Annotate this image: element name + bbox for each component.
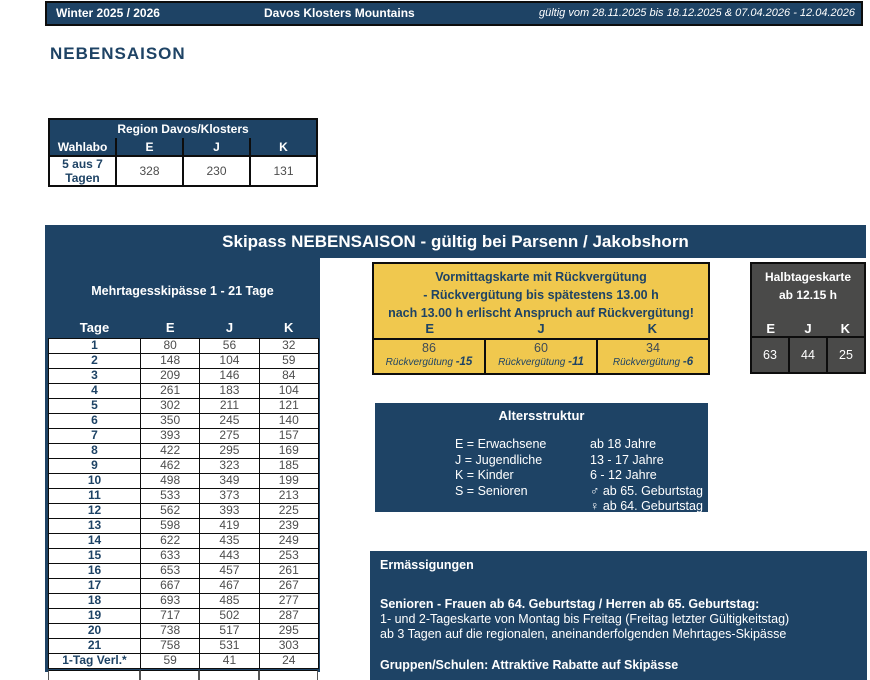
- column-header-e: E: [425, 321, 434, 336]
- table-row: [49, 398, 319, 413]
- price-cell: 157: [259, 428, 318, 443]
- price-cell: 419: [200, 518, 259, 533]
- price-cell: 467: [200, 578, 259, 593]
- price-cell: 80: [141, 338, 200, 353]
- top-header-bar: [45, 1, 863, 26]
- price-cell: 146: [200, 368, 259, 383]
- day-label: 1: [49, 338, 141, 353]
- refund-note: [598, 356, 708, 368]
- refund-label: Rückvergütung: [498, 357, 566, 368]
- price-cell: 104: [259, 383, 318, 398]
- column-header-e: E: [116, 138, 183, 156]
- price-cell: 435: [200, 533, 259, 548]
- clipped-cell: [48, 670, 140, 680]
- age-row: [375, 468, 708, 484]
- column-header-j: J: [804, 321, 812, 336]
- price-cell: 25: [826, 338, 864, 372]
- price-value: 86: [422, 341, 436, 355]
- column-header-wahlabo: Wahlabo: [49, 138, 116, 156]
- age-description: ♂ ab 65. Geburtstag: [590, 483, 703, 498]
- price-cell: 531: [200, 638, 259, 653]
- half-day-box: [750, 262, 866, 374]
- day-label: 20: [49, 623, 141, 638]
- price-cell: 56: [200, 338, 259, 353]
- refund-note: [486, 356, 596, 368]
- clipped-cell: [259, 670, 318, 680]
- table-row: [49, 503, 319, 518]
- morning-card-line1: Vormittagskarte mit Rückvergütung: [435, 270, 647, 284]
- day-label: 9: [49, 458, 141, 473]
- table-row: [49, 533, 319, 548]
- validity-dates: gültig vom 28.11.2025 bis 18.12.2025 & 07.04.2026 - 12.04.2026: [539, 7, 855, 19]
- price-cell: 185: [259, 458, 318, 473]
- day-label: 3: [49, 368, 141, 383]
- discounts-box: [370, 551, 867, 680]
- table-row: [49, 473, 319, 488]
- clipped-cell: [199, 670, 258, 680]
- price-cell: 393: [141, 428, 200, 443]
- region-table-title: Region Davos/Klosters: [49, 119, 317, 138]
- day-label: 14: [49, 533, 141, 548]
- day-label: 13: [49, 518, 141, 533]
- day-label: 4: [49, 383, 141, 398]
- column-header: K: [284, 320, 294, 336]
- price-cell: 63: [763, 348, 777, 362]
- price-cell: 562: [141, 503, 200, 518]
- price-cell: 230: [183, 156, 250, 186]
- day-label: 6: [49, 413, 141, 428]
- table-row: [49, 593, 319, 608]
- column-header-k: K: [840, 321, 851, 336]
- age-row: [375, 437, 708, 453]
- table-row: [49, 548, 319, 563]
- price-cell: 275: [200, 428, 259, 443]
- price-cell: 302: [141, 398, 200, 413]
- morning-card-box: [372, 262, 710, 375]
- day-label: 15: [49, 548, 141, 563]
- table-row: [49, 563, 319, 578]
- price-cell: 199: [259, 473, 318, 488]
- age-code: K = Kinder: [455, 468, 514, 482]
- table-row: [49, 608, 319, 623]
- age-code: [455, 499, 590, 515]
- day-label: 1-Tag Verl.*: [49, 653, 141, 668]
- age-description: 6 - 12 Jahre: [590, 468, 657, 482]
- table-row: [49, 458, 319, 473]
- region-table-title-row: [49, 119, 317, 138]
- region-table: [48, 118, 318, 187]
- refund-note: [374, 356, 484, 368]
- row-label: 5 aus 7 Tagen: [49, 156, 116, 186]
- day-label: 2: [49, 353, 141, 368]
- price-cell: 717: [141, 608, 200, 623]
- age-structure-rows: [375, 437, 708, 515]
- table-row: [49, 638, 319, 653]
- refund-label: Rückvergütung: [612, 357, 681, 368]
- price-value: 34: [646, 341, 660, 355]
- price-cell: 633: [141, 548, 200, 563]
- day-label: 8: [49, 443, 141, 458]
- price-cell: 32: [259, 338, 318, 353]
- price-cell: 653: [141, 563, 200, 578]
- table-row: [49, 653, 319, 668]
- table-row: [49, 518, 319, 533]
- age-code: E = Erwachsene: [455, 437, 547, 451]
- price-cell: 169: [259, 443, 318, 458]
- price-cell: 287: [259, 608, 318, 623]
- table-row: [49, 428, 319, 443]
- day-label: 16: [49, 563, 141, 578]
- price-cell: 328: [116, 156, 183, 186]
- resort-name: Davos Klosters Mountains: [264, 6, 415, 20]
- price-cell: 44: [788, 338, 826, 372]
- day-label: 12: [49, 503, 141, 518]
- price-cell: 517: [200, 623, 259, 638]
- price-cell: 667: [141, 578, 200, 593]
- age-description: ab 18 Jahre: [590, 437, 657, 451]
- column-header-j: J: [537, 321, 545, 336]
- price-cell: 148: [141, 353, 200, 368]
- price-cell: 485: [200, 593, 259, 608]
- age-row: [375, 484, 708, 500]
- price-cell: 245: [200, 413, 259, 428]
- age-row: [375, 453, 708, 469]
- clipped-next-row: [48, 670, 318, 680]
- price-cell: 121: [259, 398, 318, 413]
- column-header: J: [225, 320, 234, 336]
- age-row: [375, 499, 708, 515]
- price-cell: 393: [200, 503, 259, 518]
- price-cell: 24: [259, 653, 318, 668]
- column-header-j: J: [183, 138, 250, 156]
- half-day-prices: [752, 336, 864, 372]
- price-cell: 598: [141, 518, 200, 533]
- half-day-title: Halbtageskarte: [764, 270, 852, 284]
- price-cell: 183: [200, 383, 259, 398]
- price-cell: 303: [259, 638, 318, 653]
- day-label: 18: [49, 593, 141, 608]
- price-cell: 261: [141, 383, 200, 398]
- price-cell: 323: [200, 458, 259, 473]
- price-cell: 462: [141, 458, 200, 473]
- morning-card-line3: nach 13.00 h erlischt Anspruch auf Rückvergütung!: [388, 306, 694, 320]
- region-table-header-row: [49, 138, 317, 156]
- price-cell: [596, 340, 708, 373]
- day-label: 11: [49, 488, 141, 503]
- multiday-tbody: [49, 338, 319, 668]
- clipped-cell: [140, 670, 199, 680]
- page-title: NEBENSAISON: [50, 44, 186, 63]
- price-cell: 59: [259, 353, 318, 368]
- price-cell: 277: [259, 593, 318, 608]
- morning-card-line2: - Rückvergütung bis spätestens 13.00 h: [423, 288, 659, 302]
- column-header-k: K: [647, 321, 658, 336]
- table-row: [49, 488, 319, 503]
- seniors-line: ab 3 Tagen auf die regionalen, aneinanderfolgenden Mehrtages-Skipässe: [380, 627, 787, 641]
- column-header-e: E: [766, 321, 775, 336]
- refund-value: -11: [568, 356, 584, 368]
- seniors-heading: Senioren - Frauen ab 64. Geburtstag / Herren ab 65. Geburtstag:: [380, 597, 760, 611]
- discounts-title: Ermässigungen: [380, 558, 474, 572]
- table-row: [49, 338, 319, 353]
- table-row: [49, 353, 319, 368]
- age-description: 13 - 17 Jahre: [590, 452, 664, 467]
- skipass-panel-title: Skipass NEBENSAISON - gültig bei Parsenn / Jakobshorn: [45, 225, 866, 258]
- column-header: E: [165, 320, 175, 336]
- price-cell: 225: [259, 503, 318, 518]
- table-row: [49, 443, 319, 458]
- price-cell: 84: [259, 368, 318, 383]
- age-code: J = Jugendliche: [455, 452, 543, 467]
- day-label: 17: [49, 578, 141, 593]
- table-row: [49, 368, 319, 383]
- table-row: [49, 383, 319, 398]
- price-cell: 261: [259, 563, 318, 578]
- column-header: Tage: [79, 320, 110, 336]
- price-cell: 443: [200, 548, 259, 563]
- morning-card-columns: [374, 321, 708, 336]
- price-cell: 267: [259, 578, 318, 593]
- price-cell: 758: [141, 638, 200, 653]
- half-day-columns: [752, 321, 864, 336]
- price-cell: 239: [259, 518, 318, 533]
- price-cell: 104: [200, 353, 259, 368]
- half-day-subtitle: ab 12.15 h: [778, 288, 838, 302]
- price-value: 60: [534, 341, 548, 355]
- price-cell: 738: [141, 623, 200, 638]
- multiday-table-title: Mehrtagesskipässe 1 - 21 Tage: [91, 284, 274, 298]
- price-cell: 295: [200, 443, 259, 458]
- price-cell: 533: [141, 488, 200, 503]
- price-cell: 350: [141, 413, 200, 428]
- price-cell: 422: [141, 443, 200, 458]
- price-cell: 140: [259, 413, 318, 428]
- age-description: ♀ ab 64. Geburtstag: [590, 499, 703, 513]
- age-code: S = Senioren: [455, 483, 528, 498]
- refund-value: -15: [455, 356, 473, 368]
- price-cell: 249: [259, 533, 318, 548]
- price-cell: [484, 340, 596, 373]
- refund-value: -6: [682, 356, 694, 368]
- column-header-k: K: [250, 138, 317, 156]
- price-cell: 209: [141, 368, 200, 383]
- price-cell: 349: [200, 473, 259, 488]
- seniors-line: 1- und 2-Tageskarte von Montag bis Freitag (Freitag letzter Gültigkeitstag): [380, 612, 790, 626]
- day-label: 5: [49, 398, 141, 413]
- age-structure-title: Altersstruktur: [498, 408, 585, 423]
- multiday-header-row: [49, 318, 319, 338]
- price-cell: 502: [200, 608, 259, 623]
- price-cell: 211: [200, 398, 259, 413]
- price-cell: 41: [200, 653, 259, 668]
- day-label: 7: [49, 428, 141, 443]
- price-cell: 498: [141, 473, 200, 488]
- price-cell: 693: [141, 593, 200, 608]
- price-cell: 131: [250, 156, 317, 186]
- day-label: 10: [49, 473, 141, 488]
- price-cell: 457: [200, 563, 259, 578]
- multiday-table: [48, 318, 319, 669]
- price-cell: 253: [259, 548, 318, 563]
- table-row: [49, 156, 317, 186]
- price-cell: 213: [259, 488, 318, 503]
- table-row: [49, 413, 319, 428]
- age-structure-box: [375, 403, 708, 512]
- price-cell: 59: [141, 653, 200, 668]
- table-row: [49, 578, 319, 593]
- day-label: 19: [49, 608, 141, 623]
- day-label: 21: [49, 638, 141, 653]
- table-row: [49, 623, 319, 638]
- price-cell: 295: [259, 623, 318, 638]
- morning-card-prices: [374, 338, 708, 373]
- price-cell: [374, 340, 484, 373]
- refund-label: Rückvergütung: [385, 357, 453, 368]
- season-label: Winter 2025 / 2026: [56, 6, 160, 20]
- groups-heading: Gruppen/Schulen: Attraktive Rabatte auf Skipässe: [380, 658, 679, 672]
- price-cell: 622: [141, 533, 200, 548]
- price-cell: 373: [200, 488, 259, 503]
